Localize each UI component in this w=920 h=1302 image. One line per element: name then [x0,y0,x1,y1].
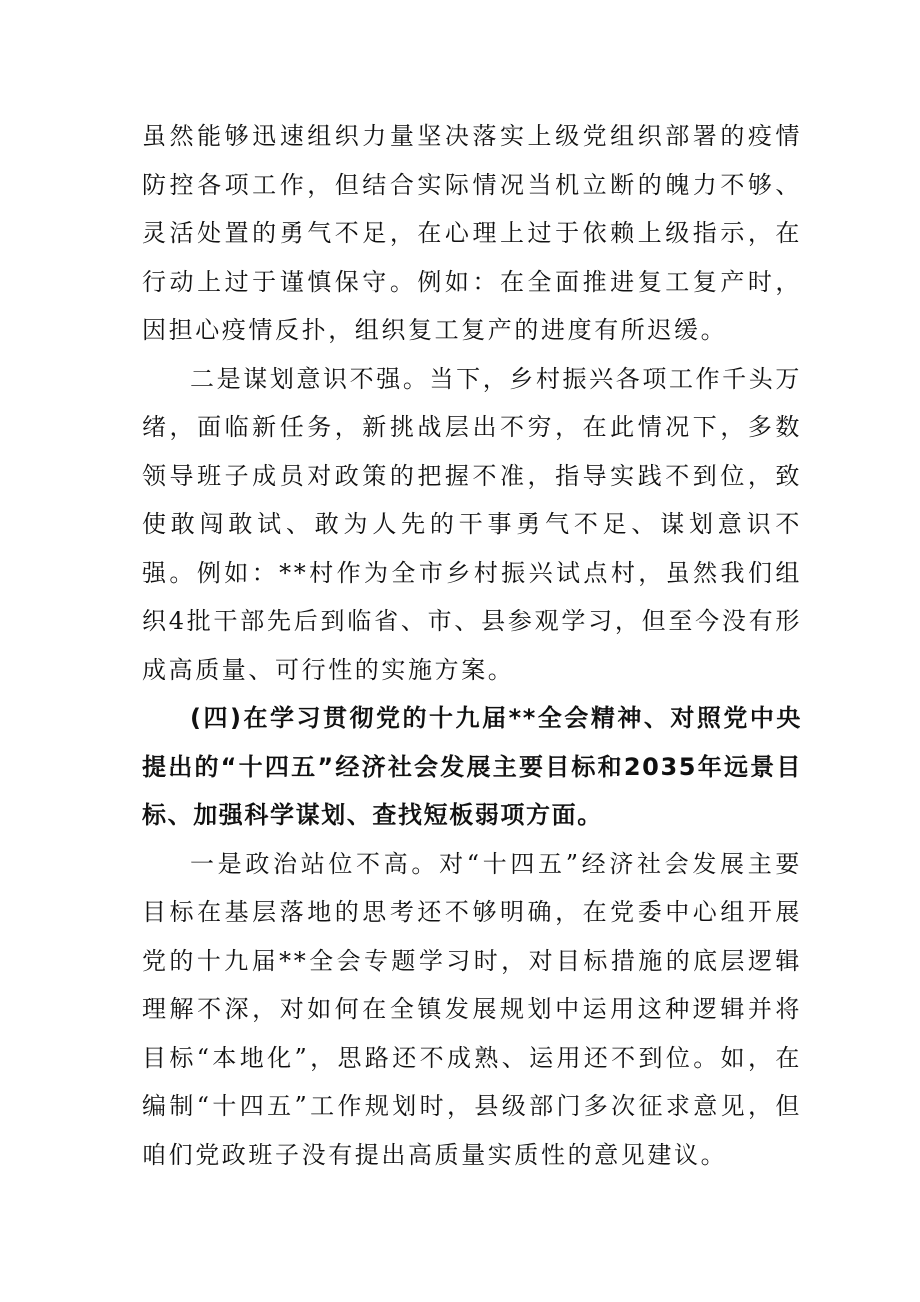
paragraph-political-stance: 一是政治站位不高。对“十四五”经济社会发展主要目标在基层落地的思考还不够明确，在党委中心组开展党的十九届**全会专题学习时，对目标措施的底层逻辑理解不深，对如何在全镇发展规划中运用这种逻辑并将目标“本地化”，思路还不成熟、运用还不到位。如，在编制“十四五”工作规划时，县级部门多次征求意见，但咱们党政班子没有提出高质量实质性的意见建议。 [142,849,802,1169]
section-heading-four: (四)在学习贯彻党的十九届**全会精神、对照党中央提出的“十四五”经济社会发展主要目标和2035年远景目标、加强科学谋划、查找短板弱项方面。 [142,704,802,829]
paragraph-continuation: 虽然能够迅速组织力量坚决落实上级党组织部署的疫情防控各项工作，但结合实际情况当机立断的魄力不够、灵活处置的勇气不足，在心理上过于依赖上级指示，在行动上过于谨慎保守。例如：在全面推进复工复产时，因担心疫情反扑，组织复工复产的进度有所迟缓。 [142,122,802,344]
paragraph-planning-awareness: 二是谋划意识不强。当下，乡村振兴各项工作千头万绪，面临新任务，新挑战层出不穷，在此情况下，多数领导班子成员对政策的把握不准，指导实践不到位，致使敢闯敢试、敢为人先的干事勇气不足、谋划意识不强。例如：**村作为全市乡村振兴试点村，虽然我们组织4批干部先后到临省、市、县参观学习，但至今没有形成高质量、可行性的实施方案。 [142,364,802,684]
document-body [142,112,802,1179]
